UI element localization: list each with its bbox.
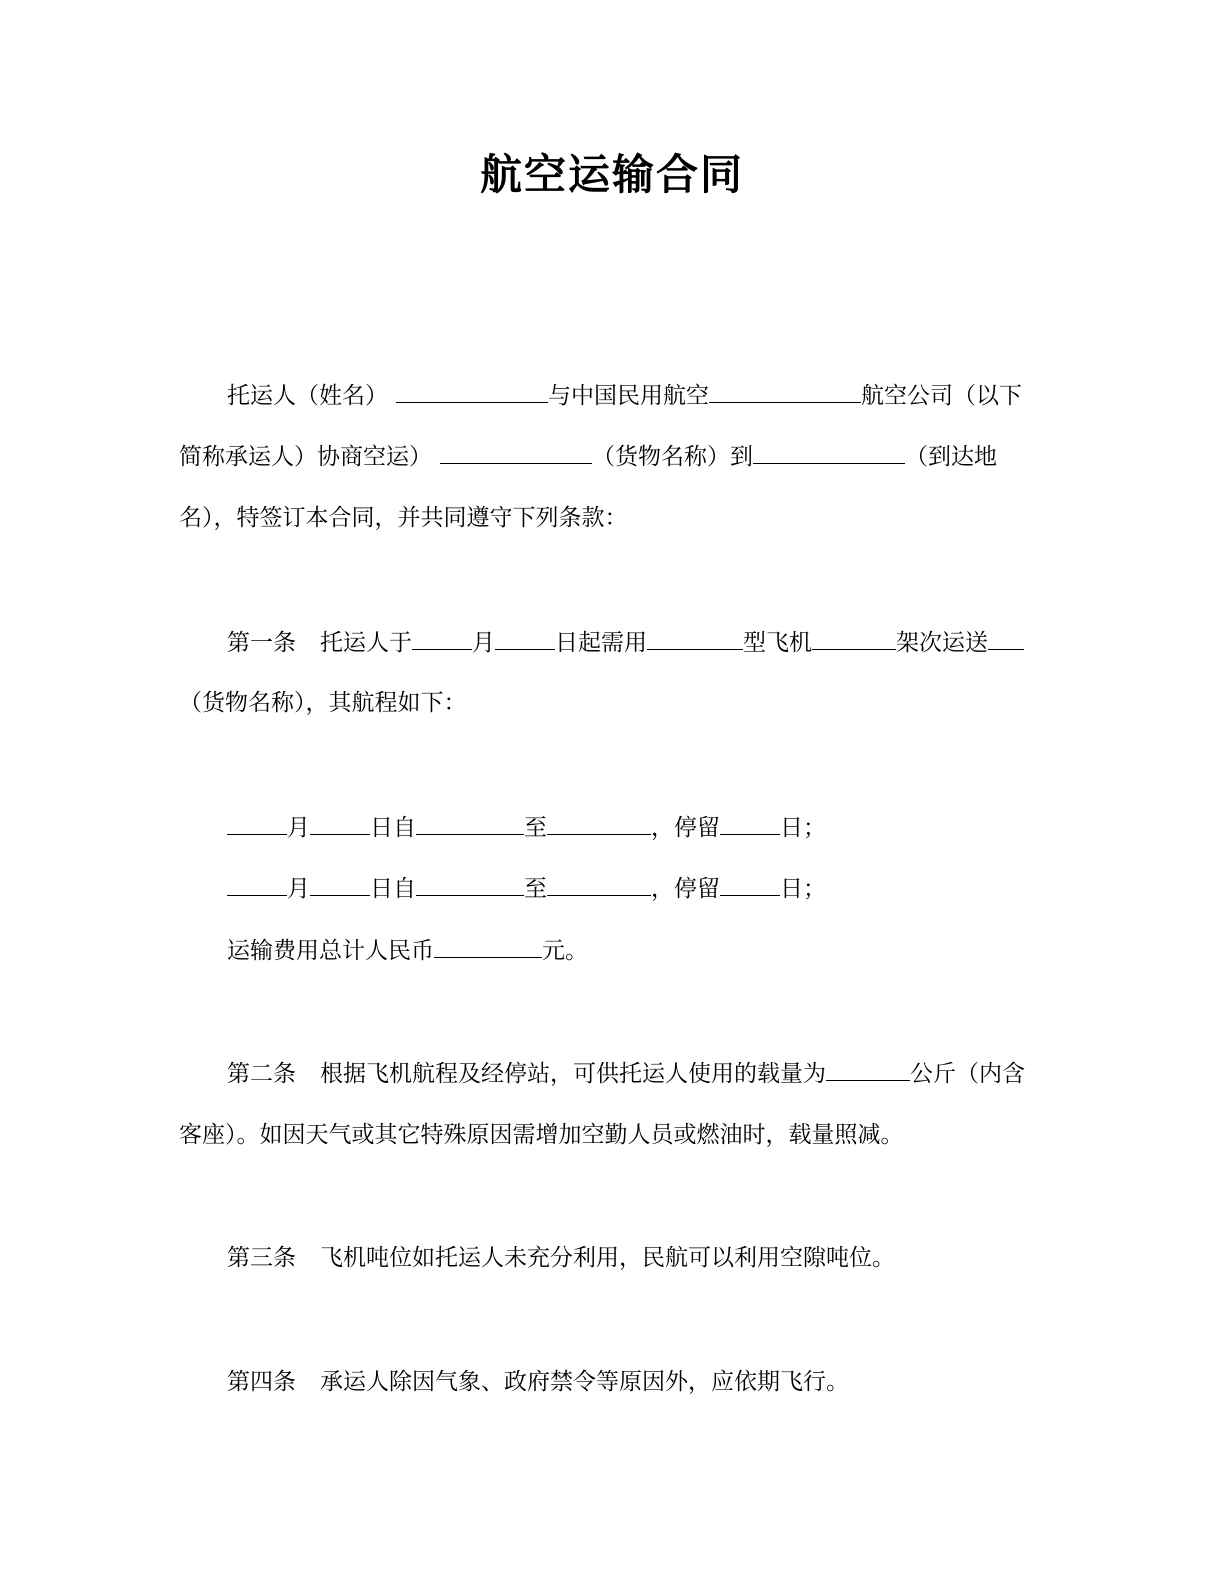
article-label: 第四条	[227, 1369, 296, 1395]
route-destination-blank[interactable]	[547, 812, 651, 835]
text: 日自	[370, 815, 416, 841]
text: 航空公司（以下	[861, 383, 1022, 409]
text: 元。	[542, 938, 588, 964]
route-origin-blank[interactable]	[416, 873, 524, 896]
shipper-name-blank[interactable]	[396, 380, 548, 403]
text: ，停留	[651, 876, 720, 902]
route-line-2	[227, 873, 826, 904]
article-1-line-2: （货物名称），其航程如下：	[179, 690, 467, 716]
fee-amount-blank[interactable]	[434, 935, 542, 958]
fee-line	[227, 935, 588, 966]
article-label: 第三条	[227, 1245, 296, 1271]
article-2-line-2: 客座）。如因天气或其它特殊原因需增加空勤人员或燃油时，载量照减。	[179, 1122, 904, 1148]
text: 至	[524, 815, 547, 841]
stay-days-blank[interactable]	[720, 873, 780, 896]
article-1-line-1	[227, 627, 1024, 658]
text: 飞机吨位如托运人未充分利用，民航可以利用空隙吨位。	[320, 1245, 895, 1271]
route-day-blank[interactable]	[310, 873, 370, 896]
destination-blank[interactable]	[753, 441, 905, 464]
route-day-blank[interactable]	[310, 812, 370, 835]
text: 型飞机	[743, 630, 812, 656]
route-month-blank[interactable]	[227, 812, 287, 835]
text: 公斤（内含	[910, 1061, 1025, 1087]
airline-name-blank[interactable]	[709, 380, 861, 403]
cargo-name-blank[interactable]	[440, 441, 592, 464]
cargo-blank[interactable]	[988, 627, 1024, 650]
text: 月	[287, 876, 310, 902]
article-label: 第二条	[227, 1061, 296, 1087]
text: 承运人除因气象、政府禁令等原因外，应依期飞行。	[320, 1369, 849, 1395]
route-month-blank[interactable]	[227, 873, 287, 896]
text: 日自	[370, 876, 416, 902]
text: （到达地	[905, 444, 997, 470]
document-title: 航空运输合同	[479, 150, 744, 199]
text: 至	[524, 876, 547, 902]
text: 日；	[780, 876, 826, 902]
text: 根据飞机航程及经停站，可供托运人使用的载量为	[320, 1061, 826, 1087]
article-label: 第一条	[227, 630, 296, 656]
day-blank[interactable]	[495, 627, 555, 650]
route-destination-blank[interactable]	[547, 873, 651, 896]
text: ，停留	[651, 815, 720, 841]
article-2-line-1	[227, 1058, 1025, 1089]
text: （货物名称）到	[592, 444, 753, 470]
article-3	[227, 1243, 895, 1273]
month-blank[interactable]	[412, 627, 472, 650]
article-4	[227, 1367, 849, 1397]
text: 与中国民用航空	[548, 383, 709, 409]
text: 运输费用总计人民币	[227, 938, 434, 964]
text: 简称承运人）协商空运）	[179, 444, 432, 470]
text: 托运人于	[320, 630, 412, 656]
sorties-blank[interactable]	[812, 627, 896, 650]
text: 架次运送	[896, 630, 988, 656]
text: 月	[287, 815, 310, 841]
text: 月	[472, 630, 495, 656]
intro-line-2	[179, 441, 997, 472]
aircraft-type-blank[interactable]	[647, 627, 743, 650]
route-origin-blank[interactable]	[416, 812, 524, 835]
intro-line-1	[227, 380, 1022, 411]
text: 日起需用	[555, 630, 647, 656]
route-line-1	[227, 812, 826, 843]
stay-days-blank[interactable]	[720, 812, 780, 835]
text: 托运人（姓名）	[227, 383, 388, 409]
text: 日；	[780, 815, 826, 841]
load-capacity-blank[interactable]	[826, 1058, 910, 1081]
intro-line-3: 名），特签订本合同，并共同遵守下列条款：	[179, 505, 628, 531]
